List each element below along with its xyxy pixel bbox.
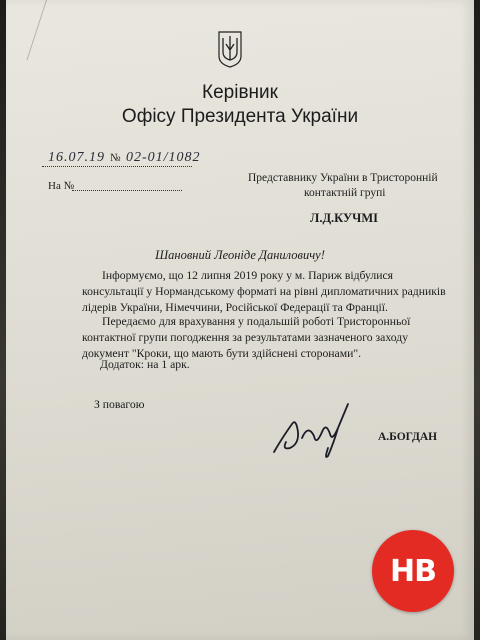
salutation: Шановний Леоніде Даниловичу! bbox=[155, 248, 325, 262]
handwritten-reg-number: 02-01/1082 bbox=[126, 150, 201, 165]
handwritten-signature bbox=[268, 398, 368, 462]
sender-title-line1: Керівник bbox=[202, 82, 278, 103]
paper-fold-line bbox=[0, 0, 47, 60]
recipient-position-line1: Представнику України в Тристоронній bbox=[248, 172, 438, 184]
recipient-name: Л.Д.КУЧМІ bbox=[310, 211, 378, 225]
attachment-note: Додаток: на 1 арк. bbox=[100, 358, 190, 371]
signer-name: А.БОГДАН bbox=[378, 431, 438, 443]
recipient-position-line2: контактній групі bbox=[304, 187, 386, 199]
reference-number-label: На № bbox=[48, 180, 75, 192]
closing-regards: З повагою bbox=[94, 398, 145, 411]
reference-number-line bbox=[72, 190, 182, 191]
date-underline bbox=[42, 166, 192, 167]
nv-watermark-logo bbox=[372, 530, 454, 612]
trident-emblem-icon bbox=[218, 30, 242, 68]
body-paragraph-1: Інформуємо, що 12 липня 2019 року у м. Париж відбулися консультації у Нормандському форматі на рівні дипломатичних радників лідерів України, Німеччини, Російської Федерації та Франції. bbox=[82, 269, 446, 314]
nv-logo-text: НВ bbox=[390, 553, 436, 589]
number-label: № bbox=[110, 152, 121, 164]
body-paragraph-2: Передаємо для врахування у подальшій роботі Тристоронньої контактної групи погодження за результатами зазначеного заходу документ "Кроки, що мають бути здійснені сторонами". bbox=[82, 315, 411, 360]
sender-title-line2: Офісу Президента України bbox=[121, 106, 359, 127]
handwritten-date: 16.07.19 bbox=[48, 150, 105, 165]
